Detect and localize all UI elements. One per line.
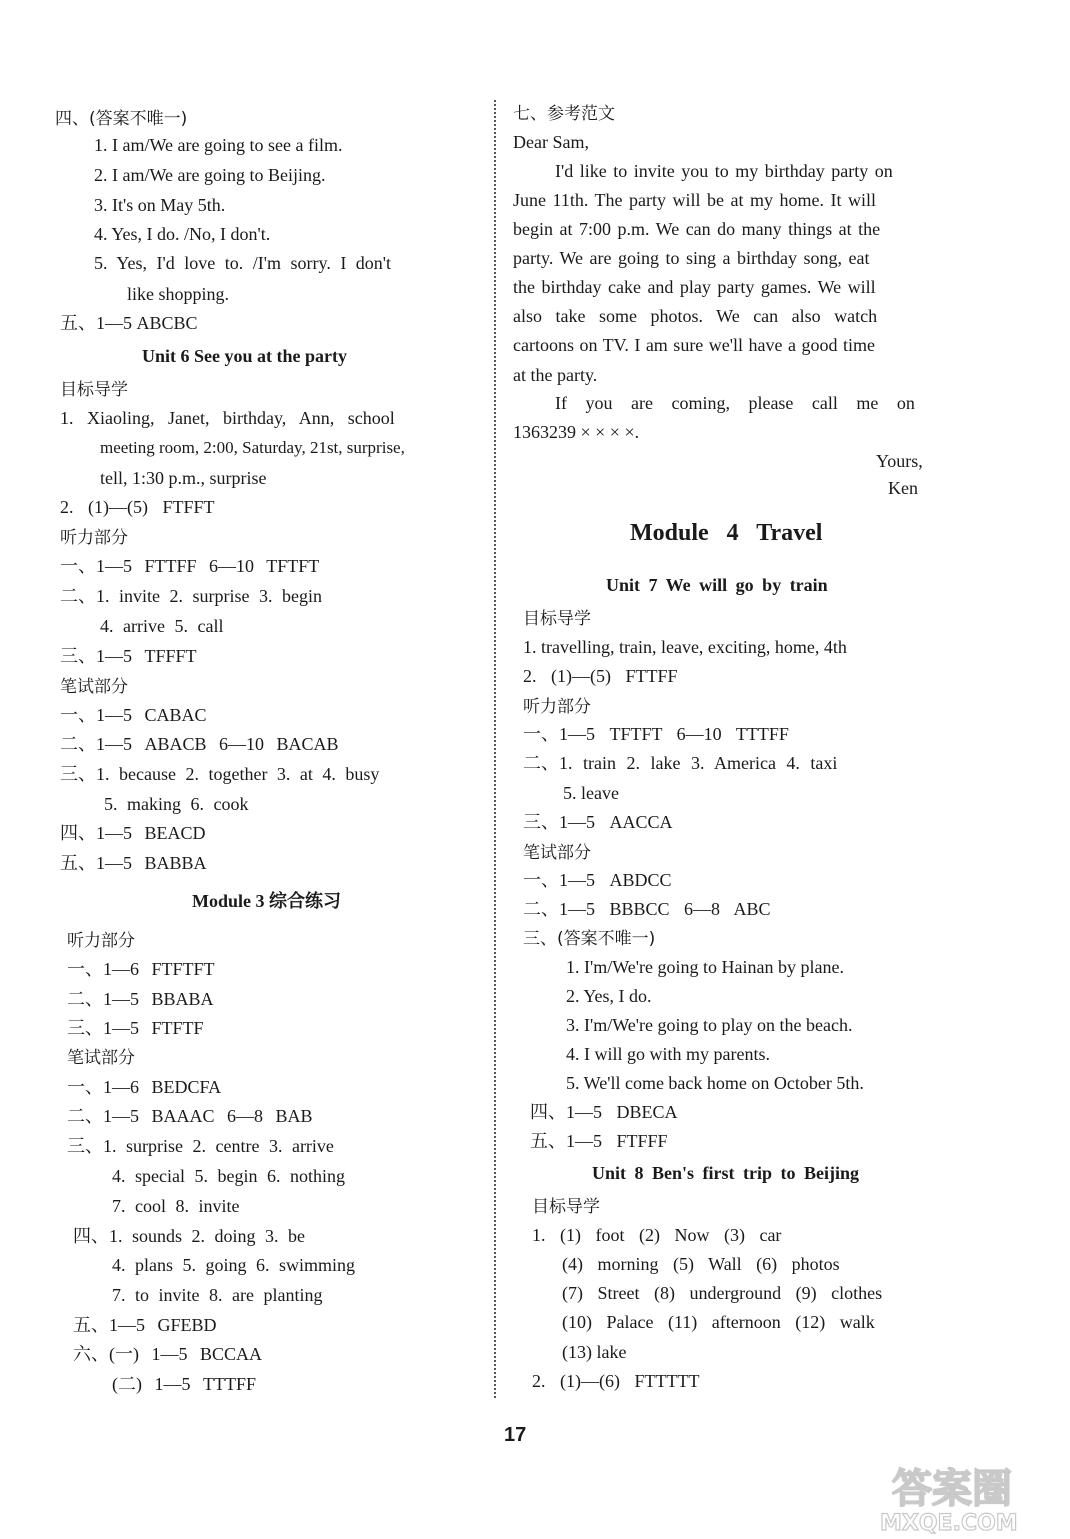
answer-line: tell, 1:30 p.m., surprise [100,468,267,488]
letter-closing: Yours, [876,451,923,471]
module-practice-title: Module 3 综合练习 [192,891,342,911]
answer-line: 1. I'm/We're going to Hainan by plane. [566,957,844,977]
section-heading: 目标导学 [60,380,128,400]
answer-line: 三、1—5 TFFFT [60,646,197,666]
section-heading: 笔试部分 [60,677,128,697]
answer-line: 五、1—5 BABBA [60,853,207,873]
unit-title: Unit 8 Ben's first trip to Beijing [592,1163,859,1183]
answer-line: 5. making 6. cook [104,794,249,814]
section-heading: 听力部分 [60,528,128,548]
answer-line: 一、1—5 TFTFT 6—10 TTTFF [523,724,789,744]
answer-line: 五、1—5 GFEBD [73,1315,217,1335]
letter-line: If you are coming, please call me on [555,393,915,413]
module-title: Module 4 Travel [630,520,823,546]
answer-line: 3. It's on May 5th. [94,195,226,215]
answer-line: 7. to invite 8. are planting [112,1285,323,1305]
answer-line: 二、1—5 ABACB 6—10 BACAB [60,734,339,754]
answer-line: 2. Yes, I do. [566,986,652,1006]
section-heading: 目标导学 [523,609,591,629]
answer-line: 四、1—5 DBECA [530,1102,678,1122]
answer-line: 5. We'll come back home on October 5th. [566,1073,864,1093]
answer-line: 5. leave [563,783,619,803]
answer-line: (4) morning (5) Wall (6) photos [562,1254,840,1274]
letter-greeting: Dear Sam, [513,132,589,152]
answer-line: 4. arrive 5. call [100,616,224,636]
answer-line: 三、1—5 AACCA [523,812,673,832]
answer-line: 2. I am/We are going to Beijing. [94,165,326,185]
answer-line: 一、1—5 FTTFF 6—10 TFTFT [60,556,320,576]
answer-line: 三、1. because 2. together 3. at 4. busy [60,764,380,784]
answer-line: 一、1—5 ABDCC [523,870,672,890]
answer-line: 3. I'm/We're going to play on the beach. [566,1015,853,1035]
answer-line: 4. plans 5. going 6. swimming [112,1255,356,1275]
answer-line: 4. Yes, I do. /No, I don't. [94,224,271,244]
answer-line: 三、1. surprise 2. centre 3. arrive [67,1136,334,1156]
letter-line: the birthday cake and play party games. We will [513,277,876,297]
answer-line: (13) lake [562,1342,627,1362]
answer-line: 二、1. invite 2. surprise 3. begin [60,586,322,606]
answer-line: 二、1—5 BBBCC 6—8 ABC [523,899,771,919]
section-heading: 三、(答案不唯一) [523,929,656,949]
answer-line: 二、1—5 BAAAC 6—8 BAB [67,1106,313,1126]
answer-line: (二) 1—5 TTTFF [112,1374,256,1394]
section-heading: 笔试部分 [67,1048,135,1068]
column-divider [494,100,496,1398]
answer-line: 四、1. sounds 2. doing 3. be [73,1226,305,1246]
answer-line: 五、1—5 ABCBC [60,313,198,333]
answer-line: 一、1—5 CABAC [60,705,207,725]
letter-line: I'd like to invite you to my birthday party on [555,161,893,181]
answer-line: 二、1—5 BBABA [67,989,214,1009]
section-four-heading: 四、(答案不唯一) [55,109,188,129]
answer-line: 六、(一) 1—5 BCCAA [73,1344,263,1364]
letter-signature: Ken [888,478,918,498]
watermark-graphic [822,1456,1062,1534]
answer-line: 二、1. train 2. lake 3. America 4. taxi [523,753,838,773]
letter-line: at the party. [513,365,598,385]
answer-line: 1. I am/We are going to see a film. [94,135,343,155]
answer-line: 2. (1)—(6) FTTTTT [532,1371,700,1391]
letter-line: begin at 7:00 p.m. We can do many things at the [513,219,881,239]
watermark-main-text: 答案圈 [892,1466,1012,1512]
letter-line: party. We are going to sing a birthday song, eat [513,248,870,268]
answer-line: (7) Street (8) underground (9) clothes [562,1283,883,1303]
watermark-logo [822,1456,1062,1534]
answer-line: 7. cool 8. invite [112,1196,240,1216]
letter-line: June 11th. The party will be at my home. It will [513,190,876,210]
answer-line: 4. special 5. begin 6. nothing [112,1166,345,1186]
answer-line: 2. (1)—(5) FTTFF [523,666,678,686]
unit-title: Unit 7 We will go by train [606,575,828,595]
answer-line: 4. I will go with my parents. [566,1044,770,1064]
section-seven-heading: 七、参考范文 [513,104,615,124]
section-heading: 听力部分 [523,697,591,717]
answer-line: 一、1—6 FTFTFT [67,959,215,979]
letter-line: 1363239 × × × ×. [513,422,640,442]
answer-line: 1. Xiaoling, Janet, birthday, Ann, school [60,408,395,428]
section-heading: 笔试部分 [523,843,591,863]
page-number: 17 [504,1424,527,1446]
answer-line: 1. (1) foot (2) Now (3) car [532,1225,782,1245]
answer-line: 一、1—6 BEDCFA [67,1077,222,1097]
letter-line: cartoons on TV. I am sure we'll have a good time [513,335,875,355]
watermark-sub-text: MXQE.COM [880,1511,1018,1534]
answer-line: like shopping. [127,284,229,304]
answer-line: 2. (1)—(5) FTFFT [60,497,215,517]
answer-line: 1. travelling, train, leave, exciting, home, 4th [523,637,847,657]
answer-line: 四、1—5 BEACD [60,823,206,843]
answer-line: meeting room, 2:00, Saturday, 21st, surprise, [100,438,405,457]
answer-line: 三、1—5 FTFTF [67,1018,204,1038]
answer-line: 5. Yes, I'd love to. /I'm sorry. I don't [94,253,392,273]
answer-line: (10) Palace (11) afternoon (12) walk [562,1312,875,1332]
section-heading: 听力部分 [67,931,135,951]
answer-line: 五、1—5 FTFFF [530,1131,668,1151]
section-heading: 目标导学 [532,1197,600,1217]
letter-line: also take some photos. We can also watch [513,306,878,326]
unit-title: Unit 6 See you at the party [142,346,347,366]
